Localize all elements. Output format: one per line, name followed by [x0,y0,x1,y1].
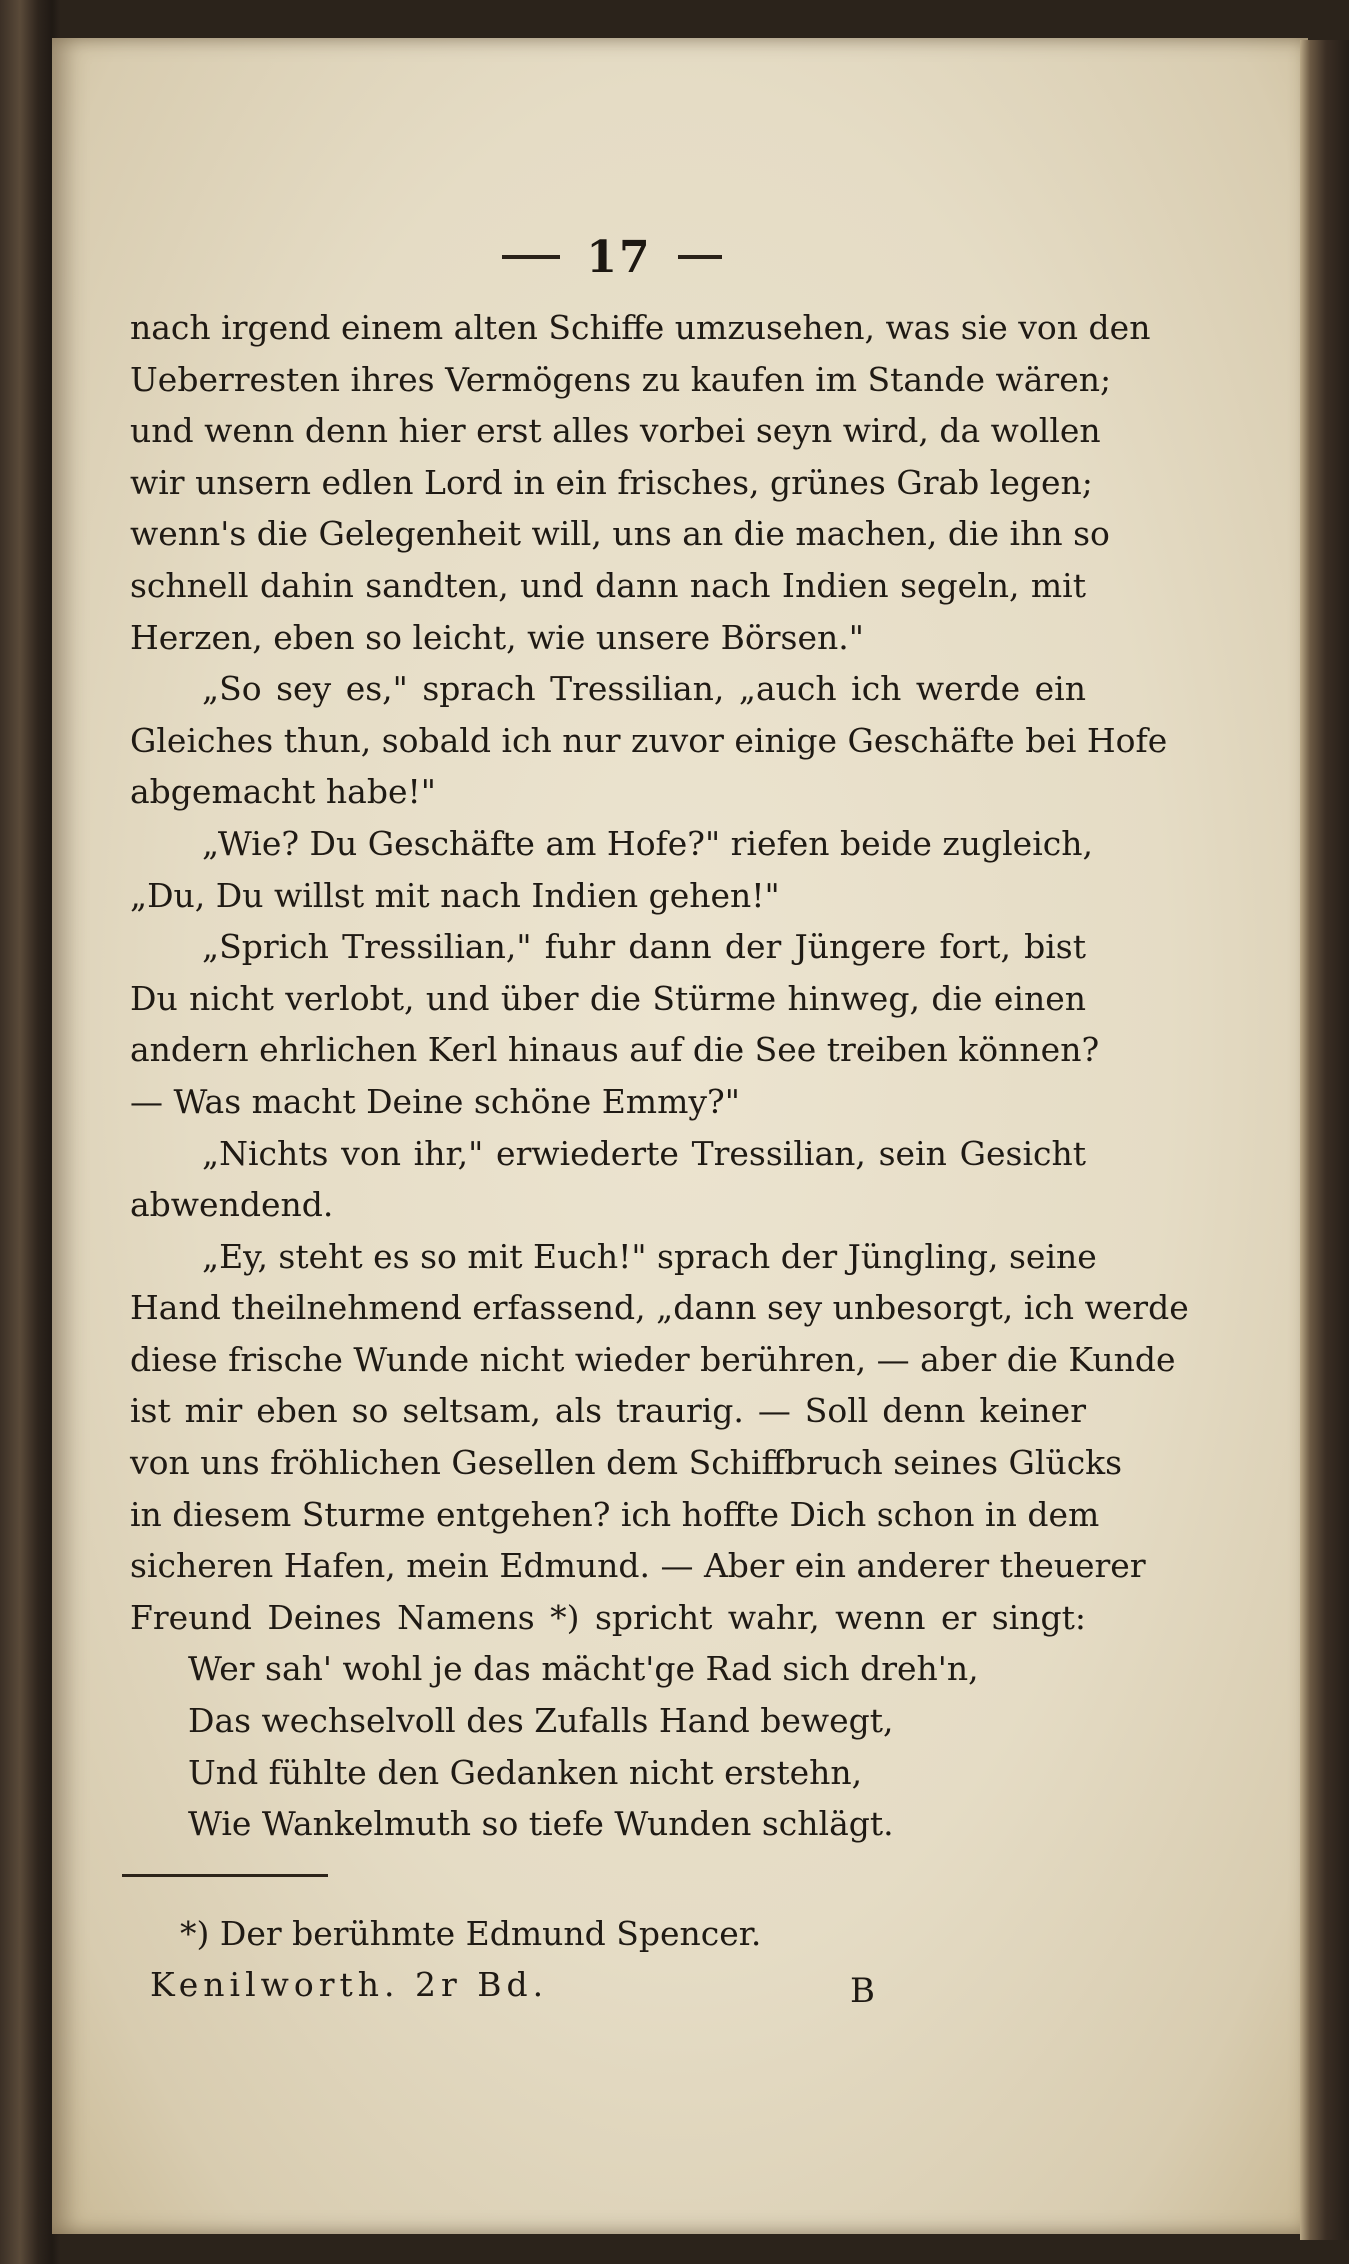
text-line: sicheren Hafen, mein Edmund. — Aber ein anderer theuerer [130,1546,1146,1586]
text-line: von uns fröhlichen Gesellen dem Schiffbruch seines Glücks [130,1443,1123,1483]
text-line: und wenn denn hier erst alles vorbei seyn wird, da wollen [130,411,1101,451]
page-edge [1300,40,1349,2240]
text-line: ist mir eben so seltsam, als traurig. — Soll denn keiner [130,1391,1086,1431]
text-line: „Ey, steht es so mit Euch!" sprach der Jüngling, seine [202,1236,1097,1276]
text-line: in diesem Sturme entgehen? ich hoffte Dich schon in dem [130,1494,1100,1534]
text-line: Ueberresten ihres Vermögens zu kaufen im Stande wären; [130,359,1112,399]
body-text [130,302,1189,1850]
text-line: diese frische Wunde nicht wieder berühren, — aber die Kunde [130,1339,1176,1379]
text-line: Du nicht verlobt, und über die Stürme hinweg, die einen [130,978,1086,1018]
poem-stanza [130,1643,1086,1849]
poem-line: Wer sah' wohl je das mächt'ge Rad sich dreh'n, [188,1649,979,1689]
text-line: „Du, Du willst mit nach Indien gehen!" [130,875,780,915]
header-dash-left [502,255,560,259]
header-dash-right [678,255,722,259]
text-line: andern ehrlichen Kerl hinaus auf die See treiben können? [130,1030,1100,1070]
page-header [462,222,762,292]
text-line: Gleiches thun, sobald ich nur zuvor einige Geschäfte bei Hofe [130,720,1168,760]
text-line: „Wie? Du Geschäfte am Hofe?" riefen beide zugleich, [202,823,1093,863]
text-line: Freund Deines Namens *) spricht wahr, wenn er singt: [130,1597,1086,1637]
text-line: wenn's die Gelegenheit will, uns an die machen, die ihn so [130,514,1110,554]
page-number: 17 [586,231,652,283]
text-line: Herzen, eben so leicht, wie unsere Börsen." [130,617,864,657]
poem-line: Wie Wankelmuth so tiefe Wunden schlägt. [188,1804,894,1844]
text-line: „So sey es," sprach Tressilian, „auch ich werde ein [202,669,1086,709]
text-line: „Nichts von ihr," erwiederte Tressilian, sein Gesicht [202,1133,1086,1173]
footnote: *) Der berühmte Edmund Spencer. [180,1914,762,1953]
text-line: abwendend. [130,1185,334,1225]
poem-line: Und fühlte den Gedanken nicht erstehn, [188,1752,863,1792]
text-line: „Sprich Tressilian," fuhr dann der Jüngere fort, bist [202,927,1086,967]
signature-mark: B [850,1971,875,2011]
text-line: schnell dahin sandten, und dann nach Indien segeln, mit [130,565,1086,605]
text-line: abgemacht habe!" [130,772,436,812]
text-line: nach irgend einem alten Schiffe umzusehen, was sie von den [130,308,1151,347]
text-line: Hand theilnehmend erfassend, „dann sey unbesorgt, ich werde [130,1288,1189,1328]
signature-title: Kenilworth. 2r Bd. [150,1965,549,2004]
poem-line: Das wechselvoll des Zufalls Hand bewegt, [188,1701,894,1741]
text-line: — Was macht Deine schöne Emmy?" [130,1081,740,1121]
page-footer [150,1958,970,2012]
footnote-rule [122,1874,328,1877]
text-line: wir unsern edlen Lord in ein frisches, grünes Grab legen; [130,462,1093,502]
